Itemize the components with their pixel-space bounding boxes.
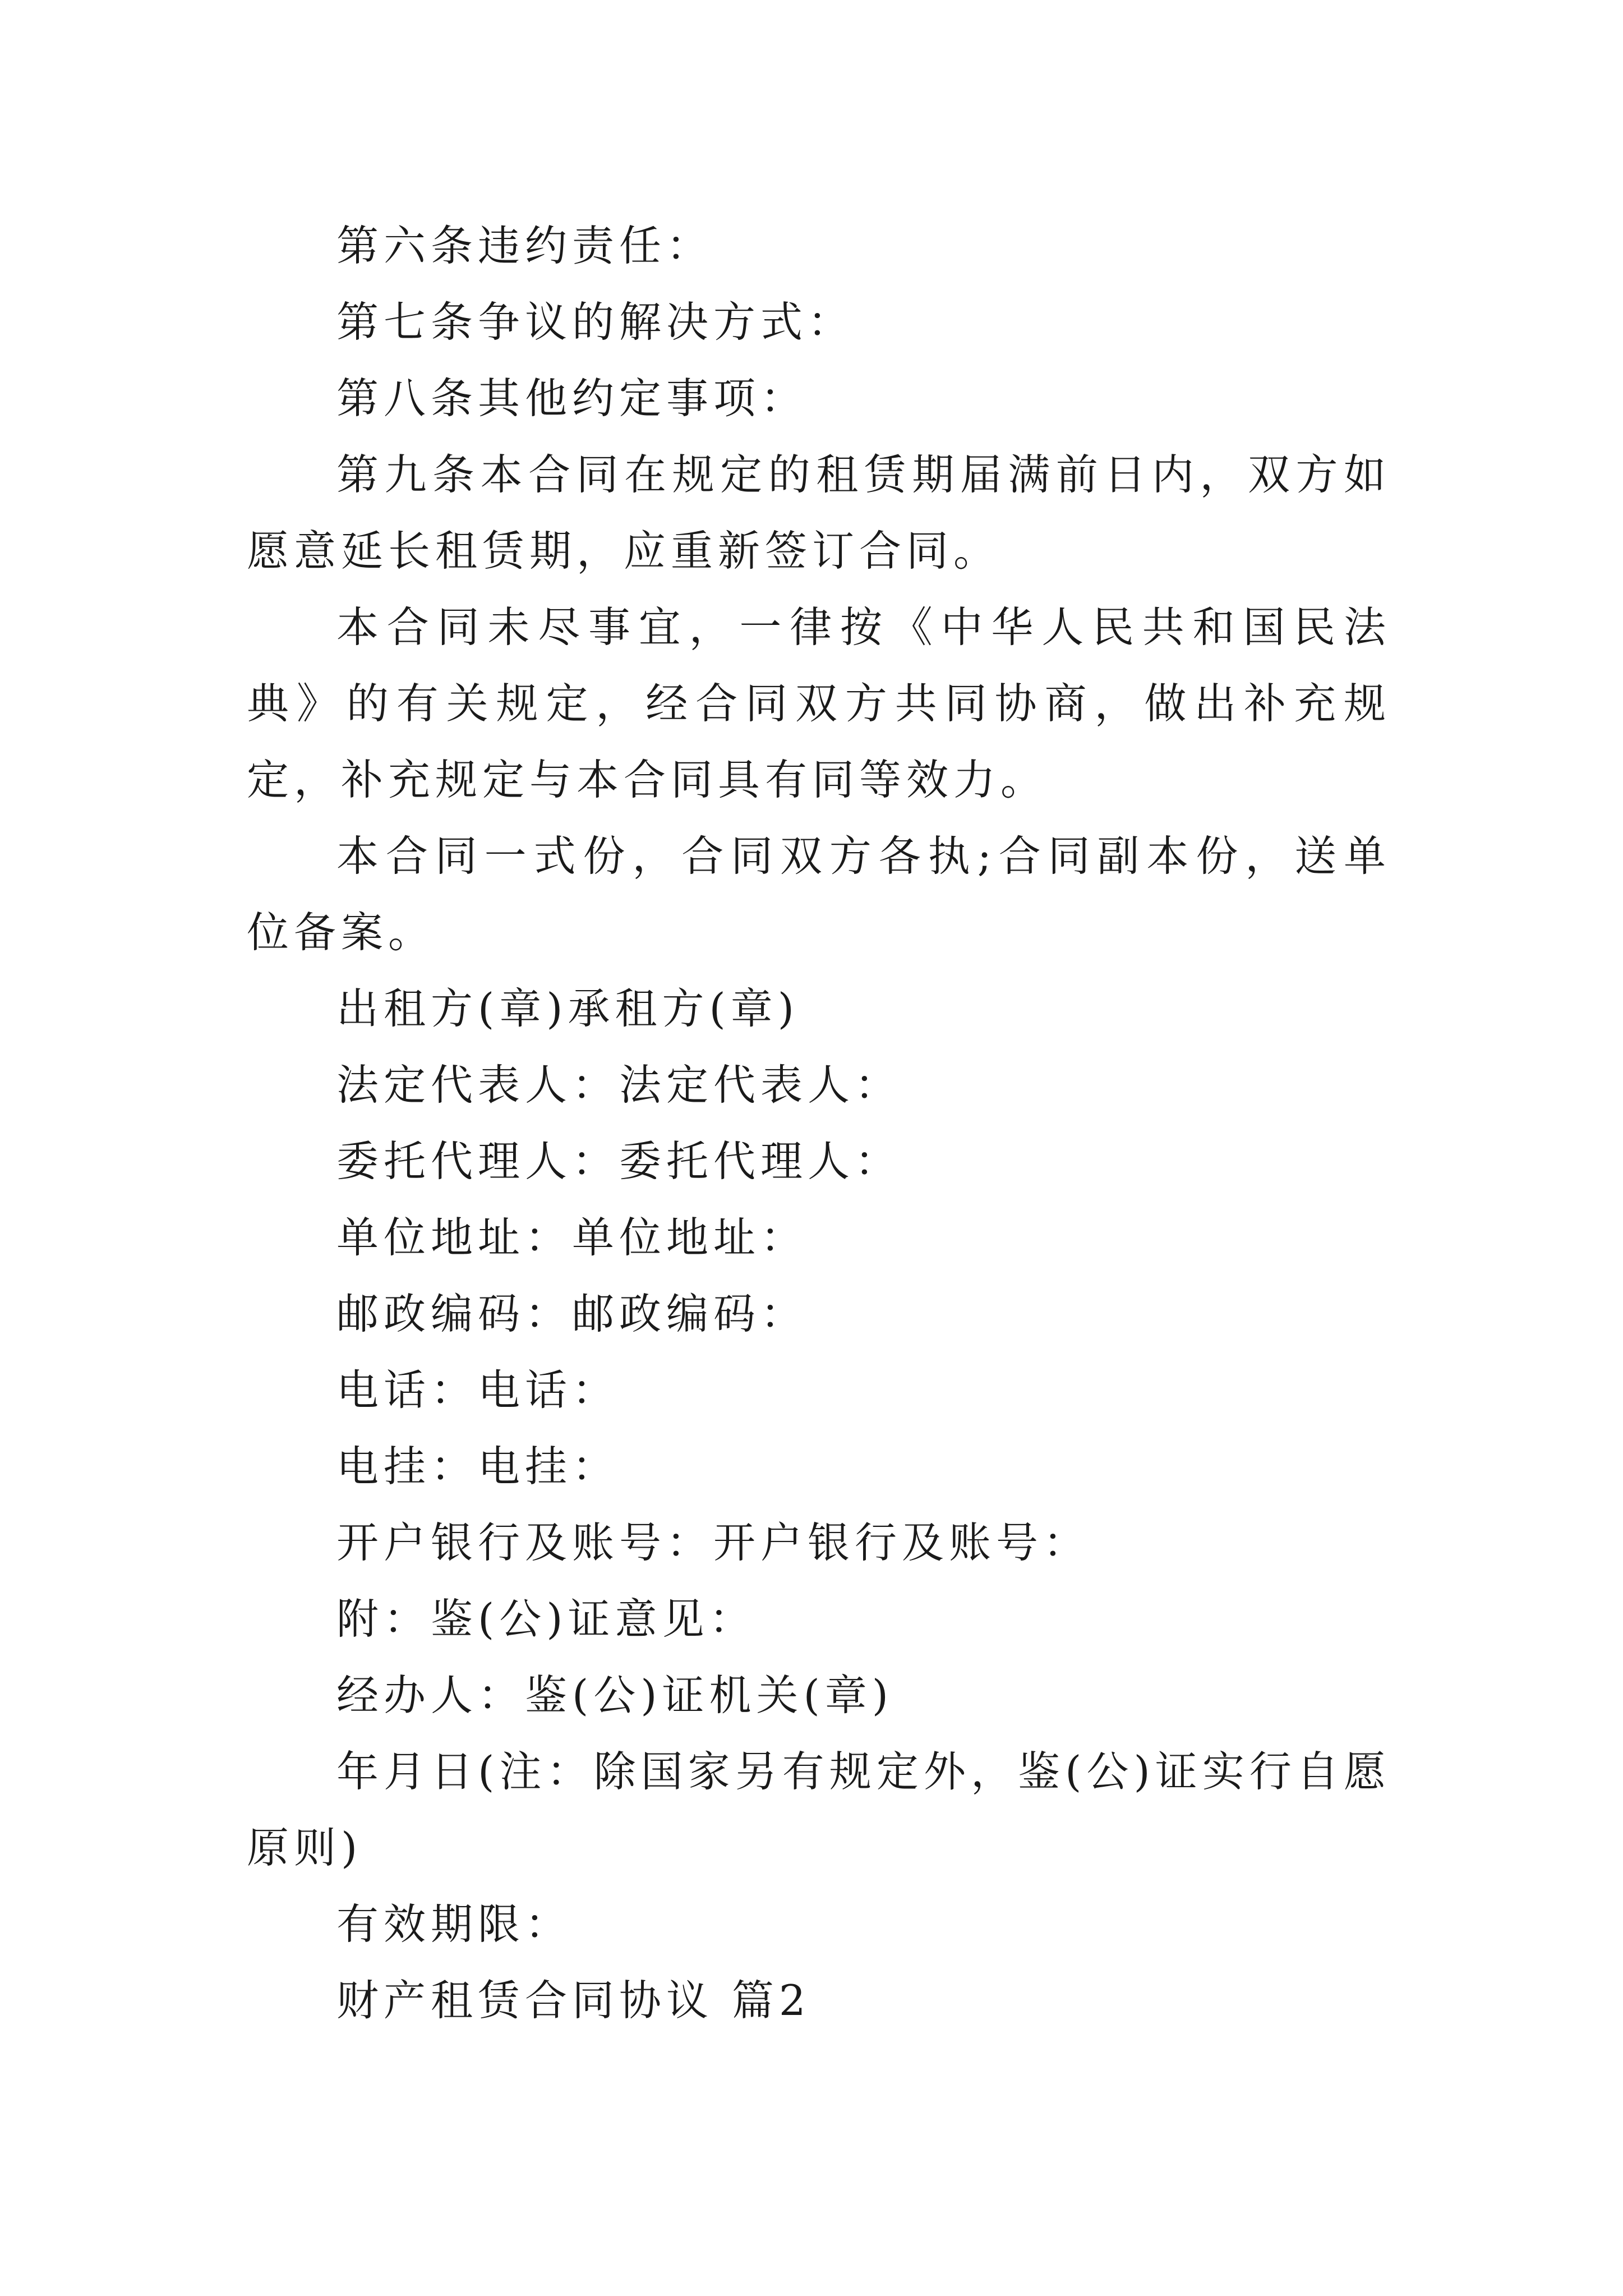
clause-7-dispute-resolution: 第七条争议的解决方式： bbox=[336, 297, 855, 347]
clause-9-renewal: 第九条本合同在规定的租赁期届满前日内，双方如愿意延长租赁期，应重新签订合同。 bbox=[247, 450, 1391, 576]
bank-account-line: 开户银行及账号：开户银行及账号： bbox=[336, 1518, 1091, 1567]
postal-code-line: 邮政编码：邮政编码： bbox=[336, 1289, 808, 1338]
date-note-paragraph: 年月日(注：除国家另有规定外，鉴(公)证实行自愿原则) bbox=[247, 1747, 1391, 1872]
clause-6-breach-liability: 第六条违约责任： bbox=[336, 221, 714, 270]
clause-8-other-matters: 第八条其他约定事项： bbox=[336, 374, 808, 423]
telegraph-line: 电挂：电挂： bbox=[336, 1442, 620, 1491]
notarization-opinion-line: 附：鉴(公)证意见： bbox=[336, 1594, 757, 1644]
authorized-agent-line: 委托代理人：委托代理人： bbox=[336, 1137, 902, 1186]
section-heading-part-2: 财产租赁合同协议 篇2 bbox=[336, 1976, 811, 2025]
telephone-line: 电话：电话： bbox=[336, 1365, 620, 1415]
handler-notary-seal-line: 经办人：鉴(公)证机关(章) bbox=[336, 1671, 894, 1720]
signature-parties-line: 出租方(章)承租方(章) bbox=[336, 984, 800, 1033]
validity-period-line: 有效期限： bbox=[336, 1899, 573, 1949]
legal-representative-line: 法定代表人：法定代表人： bbox=[336, 1060, 902, 1110]
copies-paragraph: 本合同一式份，合同双方各执;合同副本份，送单位备案。 bbox=[247, 831, 1391, 957]
supplementary-provisions-paragraph: 本合同未尽事宜，一律按《中华人民共和国民法典》的有关规定，经合同双方共同协商，做出补充规定，补充规定与本合同具有同等效力。 bbox=[247, 602, 1391, 804]
unit-address-line: 单位地址：单位地址： bbox=[336, 1213, 808, 1262]
document-body bbox=[247, 208, 1391, 2039]
